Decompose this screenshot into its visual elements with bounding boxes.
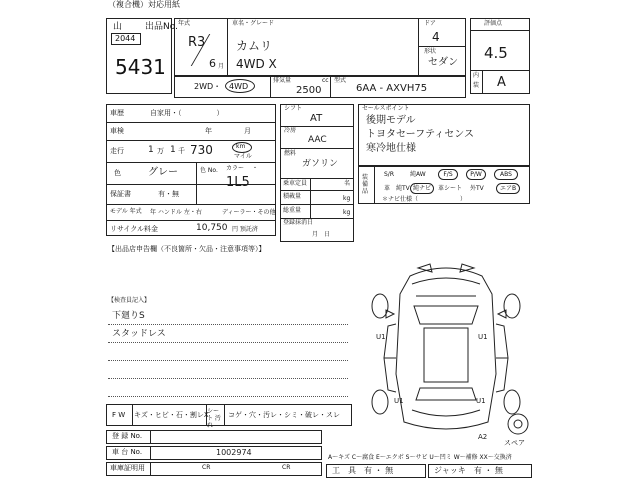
- equipment-label: 装備品: [362, 174, 369, 195]
- weight-unit: kg: [343, 209, 351, 216]
- spare-tire-label: スペア: [504, 439, 525, 447]
- garage-cert-label: 車庫証明用: [110, 464, 145, 472]
- load-unit: kg: [343, 195, 351, 202]
- tools-label: 工 具 有 ・ 無: [332, 466, 394, 475]
- equip-fs-ring: [438, 169, 458, 180]
- year-label: 年式: [178, 20, 191, 27]
- car-damage-diagram: [358, 254, 534, 444]
- damage-code-legend: A～キズ C～腐食 E～エクボ S～サビ U～凹ミ W～補修 XX～交換済: [328, 454, 512, 461]
- capacity-label: 乗車定員: [283, 180, 308, 187]
- recycle-label: リサイクル料金: [110, 225, 159, 233]
- lot-number-box: [106, 18, 178, 94]
- year-month: 6: [209, 57, 216, 70]
- interior-score: A: [497, 75, 506, 90]
- chassis-number: 1002974: [216, 448, 252, 457]
- cc-value: 2500: [296, 85, 322, 96]
- car-grade: 4WD X: [236, 57, 277, 71]
- equip-leather-seat: 革シート: [438, 185, 463, 192]
- equip-navi-ring: [410, 183, 434, 194]
- deregistration-label: 登録抹消日: [283, 219, 314, 226]
- model-code: 6AA - AXVH75: [356, 83, 428, 94]
- door-label: ドア: [424, 20, 436, 27]
- mileage-1k: 1: [170, 145, 176, 155]
- model-year-label: モデル 年式: [110, 208, 142, 215]
- year-month-unit: 月: [218, 63, 225, 70]
- cc-label: 排気量: [273, 77, 292, 84]
- ac-label: 冷房: [284, 127, 297, 134]
- door-count: 4: [432, 30, 440, 44]
- warranty-label: 保証書: [110, 190, 131, 198]
- fw-items: キズ・ヒビ・石・割レX: [134, 411, 209, 419]
- lot-prefix: 山: [113, 22, 123, 32]
- inspector-remark-1: 下廻りS: [112, 311, 145, 321]
- damage-mark-front-left: U1: [376, 333, 386, 341]
- equip-fs: F/S: [443, 171, 453, 178]
- mileage-rest: 730: [190, 143, 213, 157]
- lot-big-number: 5431: [115, 55, 166, 79]
- ac-value: AAC: [308, 135, 327, 145]
- body-label: 形状: [424, 48, 437, 55]
- mile-label: マイル: [234, 153, 252, 160]
- fw-label: F W: [112, 411, 126, 419]
- load-label: 積載量: [283, 193, 302, 200]
- color-no-label: 色 No.: [200, 167, 218, 174]
- mileage-label: 走行: [110, 147, 124, 155]
- car-name: カムリ: [236, 39, 273, 53]
- equip-alloy-wheel: 純AW: [410, 171, 426, 178]
- registration-number-label: 登 録 No.: [112, 432, 143, 440]
- color-label: 色: [114, 169, 121, 177]
- equip-abs-ring: [494, 169, 518, 180]
- weight-label: 総重量: [283, 207, 302, 214]
- recycle-unit: 円 預託済: [232, 226, 258, 233]
- capacity-unit: 名: [344, 180, 351, 187]
- seat-label: シート 汚れ: [207, 408, 221, 429]
- body-type: セダン: [428, 57, 459, 68]
- lot-label: 出品No.: [145, 22, 178, 32]
- inspector-remark-2: スタッドレス: [112, 329, 166, 339]
- usage-label: 車歴: [110, 109, 124, 117]
- mileage-10k: 1: [148, 145, 154, 155]
- mileage-unit-man: 万: [157, 147, 164, 155]
- equip-pw-ring: [466, 169, 486, 180]
- lot-small-number-box: [111, 33, 141, 45]
- equip-navi: 純ナビ: [412, 185, 431, 192]
- handle-label: 年 ハンドル 左・右: [150, 209, 202, 216]
- damage-mark-rear: A2: [478, 433, 488, 441]
- drive-label: 2WD・: [194, 82, 222, 91]
- cc-unit: cc: [322, 77, 329, 84]
- inspection-label: 車検: [110, 127, 124, 135]
- garage-cert-mark-2: CR: [282, 464, 291, 471]
- car-name-label: 車名・グレード: [232, 20, 275, 27]
- score-value: 4.5: [484, 44, 508, 62]
- fuel-value: ガソリン: [302, 159, 339, 169]
- shift-label: シフト: [284, 105, 303, 112]
- garage-cert-mark-1: CR: [202, 464, 211, 471]
- colorchange-separator: ・: [252, 165, 259, 172]
- damage-mark-front-right: U1: [478, 333, 488, 341]
- selling-point-2: トヨタセーフティセンス: [366, 129, 474, 140]
- inspection-year-unit: 年: [205, 127, 212, 135]
- inspector-remarks-label: 【検査員記入】: [108, 297, 151, 304]
- selling-points-label: セールスポイント: [362, 105, 410, 112]
- seat-items: コゲ・穴・汚レ・シミ・破レ・スレ: [228, 411, 340, 419]
- usage-value: 自家用・（ ）: [150, 109, 224, 117]
- seller-remarks-label: 【出品店申告欄（不良箇所・欠品・注意事項等）】: [108, 245, 266, 253]
- equip-airbag: エアB: [499, 185, 517, 192]
- form-top-note: （複合機）対応用紙: [108, 0, 180, 9]
- navi-spec-note: ＊ナビ仕様（ ）: [382, 196, 467, 203]
- selling-point-3: 寒冷地仕様: [366, 143, 416, 154]
- equip-leather: 革: [384, 185, 391, 192]
- interior-label-1: 内: [473, 72, 480, 79]
- year-era: R3: [188, 35, 206, 50]
- lot-small-number: 2044: [115, 34, 136, 43]
- mileage-unit-sen: 千: [178, 147, 185, 155]
- color-code: 1L5: [226, 175, 250, 190]
- equip-pw: P/W: [470, 171, 482, 178]
- damage-mark-rear-right: U1: [476, 397, 486, 405]
- model-label: 型式: [334, 77, 347, 84]
- interior-label-2: 装: [473, 82, 480, 89]
- equip-outer-tv: 外TV: [470, 185, 484, 192]
- deregistration-unit: 月 日: [312, 231, 331, 238]
- shift-value: AT: [310, 113, 323, 124]
- registration-box: [106, 104, 276, 236]
- fuel-label: 燃料: [284, 150, 297, 157]
- inspection-month-unit: 月: [244, 127, 251, 135]
- damage-mark-rear-left: U1: [394, 397, 404, 405]
- colorchange-label: カラー: [226, 165, 245, 172]
- chassis-number-label: 車 台 No.: [112, 448, 143, 456]
- color-value: グレー: [148, 167, 178, 178]
- dealer-label: ディーラー・その他: [222, 209, 276, 216]
- jack-label: ジャッキ 有 ・ 無: [434, 466, 503, 475]
- selling-point-1: 後期モデル: [366, 115, 416, 126]
- drive-selected: 4WD: [229, 82, 249, 91]
- equip-abs: ABS: [500, 171, 512, 178]
- recycle-value: 10,750: [196, 223, 228, 233]
- equip-airbag-ring: [496, 183, 520, 194]
- equip-tv: 純TV: [396, 185, 410, 192]
- equip-sr: S/R: [384, 171, 394, 178]
- score-label: 評価点: [484, 20, 503, 27]
- km-label: km: [236, 143, 246, 150]
- warranty-value: 有・無: [158, 190, 179, 198]
